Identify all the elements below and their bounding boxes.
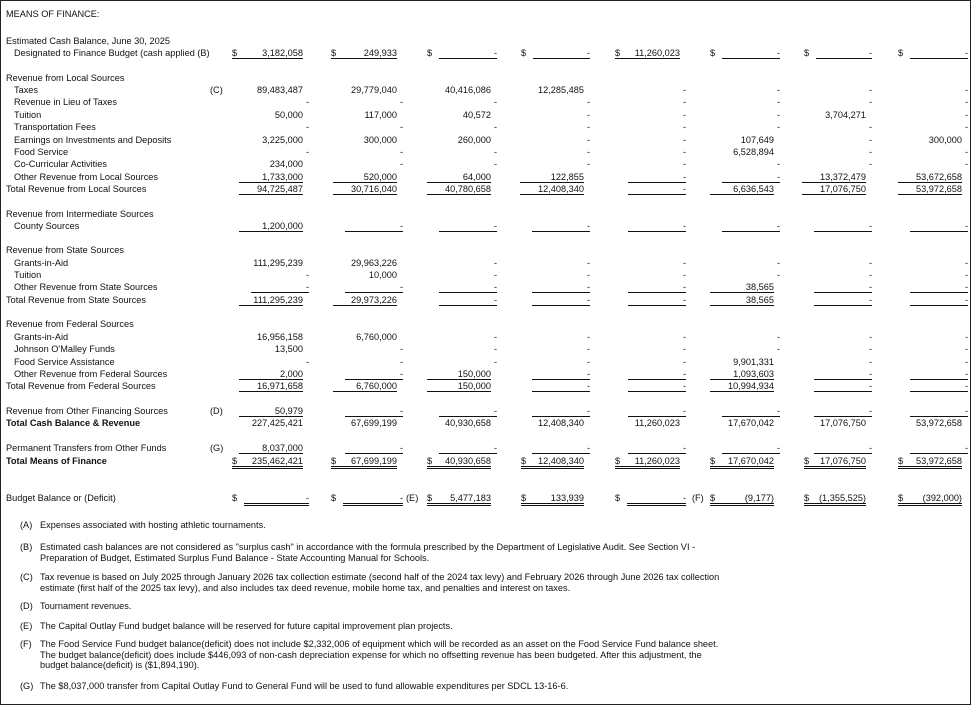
dollar-sign-budget-3: $ (427, 493, 433, 503)
cell-budget-3: 5,477,183 (427, 493, 491, 506)
dollar-sign-budget-2: $ (331, 493, 337, 503)
row-label-county: County Sources (14, 221, 80, 231)
dollar-sign-cash-1: $ (232, 48, 238, 58)
cell-other_local-7: 13,372,479 (802, 172, 866, 183)
cell-other_fin-1: 50,979 (239, 406, 303, 417)
cell-other_state-5: - (628, 282, 686, 293)
cell-total_local-3: 40,780,658 (427, 184, 491, 195)
row-label-transport: Transportation Fees (14, 122, 96, 132)
cell-total_state-6: 38,565 (710, 295, 774, 306)
cell-total_means-3: 40,930,658 (427, 456, 491, 469)
cell-county-5: - (628, 221, 686, 232)
cell-grants_state-6: - (776, 258, 780, 268)
cell-tuition-1: 50,000 (274, 110, 303, 120)
cell-other_local-5: - (628, 172, 686, 183)
cell-cash-4: - (533, 48, 590, 59)
cell-cash-8: - (910, 48, 968, 59)
cell-total_state-5: - (628, 295, 686, 306)
cell-tuition-2: 117,000 (364, 110, 397, 120)
row-label-cocurr: Co-Curricular Activities (14, 159, 107, 169)
cell-other_fin-6: - (722, 406, 780, 417)
cell-taxes-8: - (964, 85, 968, 95)
cell-grants_state-8: - (964, 258, 968, 268)
cell-taxes-6: - (776, 85, 780, 95)
cell-total_state-8: - (910, 295, 968, 306)
cell-cocurr-4: - (586, 159, 590, 169)
cell-perm-7: - (814, 443, 872, 454)
row-label-cash_title: Estimated Cash Balance, June 30, 2025 (6, 36, 170, 46)
row-label-perm: Permanent Transfers from Other Funds (6, 443, 167, 453)
cell-total_means-1: 235,462,421 (232, 456, 303, 469)
cell-grants_fed-5: - (682, 332, 686, 342)
row-label-grants_fed: Grants-in-Aid (14, 332, 69, 342)
cell-cocurr-1: 234,000 (269, 159, 303, 169)
cell-total_means-2: 67,699,199 (331, 456, 397, 469)
cell-jom-4: - (586, 344, 590, 354)
cell-grants_fed-7: - (868, 332, 872, 342)
cell-grants_state-7: - (868, 258, 872, 268)
cell-total_fed-8: - (910, 381, 968, 392)
row-label-tuition: Tuition (14, 110, 42, 120)
cell-food_assist-2: - (399, 357, 403, 367)
cell-food-4: - (586, 147, 590, 157)
footnote-text: Expenses associated with hosting athletic tournaments. (40, 520, 266, 530)
cell-other_fin-3: - (439, 406, 497, 417)
cell-other_fin-7: - (814, 406, 872, 417)
cell-total_local-2: 30,716,040 (333, 184, 397, 195)
cell-grants_fed-3: - (493, 332, 497, 342)
cell-other_fin-2: - (345, 406, 403, 417)
heading: MEANS OF FINANCE: (6, 9, 100, 19)
cell-total_fed-1: 16,971,658 (239, 381, 303, 392)
dollar-sign-cash-6: $ (710, 48, 716, 58)
footnote-key: (F) (20, 639, 32, 649)
cell-food-1: - (305, 147, 309, 157)
cell-earnings-7: - (868, 135, 872, 145)
cell-budget-2: - (343, 493, 403, 506)
cell-total_local-1: 94,725,487 (239, 184, 303, 195)
dollar-sign-cash-5: $ (615, 48, 621, 58)
row-label-food: Food Service (14, 147, 69, 157)
cell-tuition_state-6: - (776, 270, 780, 280)
cell-tuition_state-8: - (964, 270, 968, 280)
cell-food_assist-8: - (964, 357, 968, 367)
cell-perm-6: - (722, 443, 780, 454)
cell-jom-2: - (399, 344, 403, 354)
row-label-state_title: Revenue from State Sources (6, 245, 124, 255)
footnote-text: The Food Service Fund budget balance(deficit) does not include $2,332,006 of equipment which will be recorded as an asset on the Food Service Fund balance sheet. The budget balance(deficit) does include $446,093 of non-cash depreciation expense for which no offsetting revenue has been budgeted. After this adjustment, the budget balance(deficit) is ($1,894,190). (40, 639, 719, 670)
cell-grants_fed-2: 6,760,000 (356, 332, 397, 342)
cell-tuition_state-1: - (305, 270, 309, 280)
cell-transport-5: - (682, 122, 686, 132)
cell-food-2: - (399, 147, 403, 157)
cell-transport-4: - (586, 122, 590, 132)
footnote-text: The Capital Outlay Fund budget balance will be reserved for future capital improvement plan projects. (40, 621, 453, 631)
cell-transport-6: - (776, 122, 780, 132)
row-label-total_cash: Total Cash Balance & Revenue (6, 418, 141, 428)
cell-total_state-4: - (532, 295, 590, 306)
cell-county-4: - (532, 221, 590, 232)
cell-other_state-8: - (910, 282, 968, 293)
row-label-cash_sub: Designated to Finance Budget (cash applied (B) (14, 48, 210, 58)
cell-food-3: - (493, 147, 497, 157)
cell-jom-7: - (868, 344, 872, 354)
cell-tuition-7: 3,704,271 (825, 110, 866, 120)
cell-budget-7: (1,355,525) (804, 493, 866, 506)
cell-earnings-5: - (682, 135, 686, 145)
cell-tuition-6: - (776, 110, 780, 120)
row-label-other_fin: Revenue from Other Financing Sources (6, 406, 168, 416)
cell-total_state-3: - (439, 295, 497, 306)
cell-total_cash-6: 17,670,042 (728, 418, 774, 428)
footnote-key: (E) (20, 621, 33, 631)
row-label-budget: Budget Balance or (Deficit) (6, 493, 116, 503)
cell-total_local-7: 17,076,750 (802, 184, 866, 195)
cell-cocurr-8: - (964, 159, 968, 169)
cell-grants_state-3: - (493, 258, 497, 268)
note-ref-g: (G) (210, 443, 224, 453)
cell-budget-5: - (627, 493, 686, 506)
row-label-local_title: Revenue from Local Sources (6, 73, 125, 83)
cell-total_means-8: 53,972,658 (898, 456, 962, 469)
dollar-sign-cash-4: $ (521, 48, 527, 58)
cell-food-5: - (682, 147, 686, 157)
footnote-key: (G) (20, 681, 34, 691)
row-label-earnings: Earnings on Investments and Deposits (14, 135, 172, 145)
dollar-sign-total_means-4: $ (521, 456, 527, 466)
cell-total_means-5: 11,260,023 (615, 456, 680, 469)
cell-food_assist-3: - (493, 357, 497, 367)
cell-other_fin-5: - (628, 406, 686, 417)
row-label-jom: Johnson O'Malley Funds (14, 344, 115, 354)
cell-other_fed-6: 1,093,603 (710, 369, 774, 380)
dollar-sign-cash-7: $ (804, 48, 810, 58)
cell-other_state-3: - (439, 282, 497, 293)
cell-other_state-4: - (532, 282, 590, 293)
cell-cocurr-5: - (682, 159, 686, 169)
cell-total_state-1: 111,295,239 (239, 295, 303, 306)
note-ref-c: (C) (210, 85, 223, 95)
cell-taxes-4: 12,285,485 (538, 85, 584, 95)
dollar-sign-budget-6: $ (710, 493, 716, 503)
cell-tuition_state-3: - (493, 270, 497, 280)
row-label-total_state: Total Revenue from State Sources (6, 295, 146, 305)
cell-total_local-4: 12,408,340 (520, 184, 584, 195)
cell-cash-5: 11,260,023 (615, 48, 680, 59)
cell-county-8: - (910, 221, 968, 232)
footnote-text: The $8,037,000 transfer from Capital Outlay Fund to General Fund will be used to fund allowable expenditures per SDCL 13-16-6. (40, 681, 569, 691)
dollar-sign-budget-7: $ (804, 493, 810, 503)
cell-total_cash-5: 11,260,023 (634, 418, 680, 428)
cell-perm-8: - (910, 443, 968, 454)
cell-total_local-5: - (628, 184, 686, 195)
cell-cocurr-7: - (868, 159, 872, 169)
cell-tuition-8: - (964, 110, 968, 120)
cell-total_fed-4: - (532, 381, 590, 392)
cell-grants_state-2: 29,963,226 (351, 258, 397, 268)
cell-tuition_state-4: - (586, 270, 590, 280)
cell-lieu-7: - (868, 97, 872, 107)
cell-tuition_state-2: 10,000 (368, 270, 397, 280)
dollar-sign-budget-4: $ (521, 493, 527, 503)
cell-other_local-8: 53,672,658 (898, 172, 962, 183)
cell-other_local-1: 1,733,000 (239, 172, 303, 183)
cell-jom-6: - (776, 344, 780, 354)
row-label-total_fed: Total Revenue from Federal Sources (6, 381, 156, 391)
cell-other_fed-3: 150,000 (427, 369, 491, 380)
cell-taxes-5: - (682, 85, 686, 95)
cell-cocurr-2: - (399, 159, 403, 169)
budget-note-f: (F) (692, 493, 704, 503)
cell-perm-5: - (628, 443, 686, 454)
cell-lieu-3: - (493, 97, 497, 107)
cell-grants_fed-1: 16,956,158 (257, 332, 303, 342)
cell-jom-5: - (682, 344, 686, 354)
cell-grants_fed-4: - (586, 332, 590, 342)
dollar-sign-total_means-5: $ (615, 456, 621, 466)
cell-other_fed-8: - (910, 369, 968, 380)
cell-taxes-3: 40,416,086 (445, 85, 491, 95)
cell-food-8: - (964, 147, 968, 157)
cell-total_means-6: 17,670,042 (710, 456, 774, 469)
footnote-key: (D) (20, 601, 33, 611)
cell-county-2: - (345, 221, 403, 232)
cell-food-7: - (868, 147, 872, 157)
cell-transport-8: - (964, 122, 968, 132)
cell-grants_fed-8: - (964, 332, 968, 342)
row-label-lieu: Revenue in Lieu of Taxes (14, 97, 118, 107)
cell-budget-4: 133,939 (521, 493, 584, 506)
cell-jom-1: 13,500 (274, 344, 303, 354)
footnote-key: (B) (20, 542, 33, 552)
row-label-other_local: Other Revenue from Local Sources (14, 172, 159, 182)
cell-grants_state-5: - (682, 258, 686, 268)
cell-other_state-1: - (251, 282, 309, 293)
cell-budget-8: (392,000) (898, 493, 962, 506)
cell-total_state-7: - (814, 295, 872, 306)
row-label-fed_title: Revenue from Federal Sources (6, 319, 134, 329)
cell-county-1: 1,200,000 (239, 221, 303, 232)
cell-total_fed-6: 10,994,934 (710, 381, 774, 392)
cell-total_state-2: 29,973,226 (333, 295, 397, 306)
dollar-sign-total_means-1: $ (232, 456, 238, 466)
cell-jom-3: - (493, 344, 497, 354)
cell-food-6: 6,528,894 (733, 147, 774, 157)
cell-food_assist-5: - (682, 357, 686, 367)
cell-food_assist-1: - (305, 357, 309, 367)
footnote-key: (C) (20, 572, 33, 582)
cell-total_means-7: 17,076,750 (804, 456, 866, 469)
cell-lieu-4: - (586, 97, 590, 107)
cell-total_cash-1: 227,425,421 (251, 418, 303, 428)
cell-transport-7: - (868, 122, 872, 132)
cell-other_fed-1: 2,000 (239, 369, 303, 380)
dollar-sign-total_means-2: $ (331, 456, 337, 466)
cell-food_assist-7: - (868, 357, 872, 367)
cell-total_cash-8: 53,972,658 (916, 418, 962, 428)
cell-tuition-4: - (586, 110, 590, 120)
cell-total_fed-3: 150,000 (427, 381, 491, 392)
cell-grants_state-1: 111,295,239 (253, 258, 303, 268)
cell-budget-6: (9,177) (710, 493, 774, 506)
cell-cash-2: 249,933 (331, 48, 397, 59)
cell-other_local-4: 122,855 (520, 172, 584, 183)
cell-transport-2: - (399, 122, 403, 132)
dollar-sign-total_means-8: $ (898, 456, 904, 466)
cell-earnings-2: 300,000 (363, 135, 397, 145)
cell-cash-1: 3,182,058 (232, 48, 303, 59)
cell-lieu-6: - (776, 97, 780, 107)
cell-lieu-2: - (399, 97, 403, 107)
footnote-text: Tax revenue is based on July 2025 through January 2026 tax collection estimate (second half of the 2024 tax levy) and February 2026 through June 2026 tax collection estimate (first half of the 2025 tax levy), and also includes tax deed revenue, mobile home tax, and penalties and interest on taxes. (40, 572, 720, 593)
cell-perm-4: - (532, 443, 590, 454)
cell-county-6: - (722, 221, 780, 232)
cell-total_cash-7: 17,076,750 (820, 418, 866, 428)
cell-total_cash-3: 40,930,658 (445, 418, 491, 428)
cell-county-7: - (814, 221, 872, 232)
cell-perm-3: - (439, 443, 497, 454)
cell-budget-1: - (244, 493, 309, 506)
budget-note-e: (E) (406, 493, 419, 503)
cell-total_local-6: 6,636,543 (710, 184, 774, 195)
cell-total_cash-4: 12,408,340 (538, 418, 584, 428)
cell-earnings-8: 300,000 (928, 135, 962, 145)
cell-tuition-5: - (682, 110, 686, 120)
cell-other_state-2: - (345, 282, 403, 293)
cell-total_means-4: 12,408,340 (521, 456, 584, 469)
cell-total_fed-5: - (628, 381, 686, 392)
cell-cocurr-6: - (776, 159, 780, 169)
cell-earnings-6: 107,649 (740, 135, 774, 145)
cell-earnings-3: 260,000 (457, 135, 491, 145)
note-ref-d: (D) (210, 406, 223, 416)
dollar-sign-total_means-3: $ (427, 456, 433, 466)
cell-cash-3: - (439, 48, 497, 59)
cell-cash-7: - (816, 48, 872, 59)
row-label-tuition_state: Tuition (14, 270, 42, 280)
cell-lieu-5: - (682, 97, 686, 107)
dollar-sign-total_means-7: $ (804, 456, 810, 466)
cell-lieu-1: - (305, 97, 309, 107)
cell-county-3: - (439, 221, 497, 232)
cell-perm-2: - (345, 443, 403, 454)
cell-other_state-7: - (814, 282, 872, 293)
dollar-sign-budget-8: $ (898, 493, 904, 503)
cell-other_local-3: 64,000 (427, 172, 491, 183)
footnote-key: (A) (20, 520, 33, 530)
cell-other_fin-4: - (532, 406, 590, 417)
row-label-food_assist: Food Service Assistance (14, 357, 115, 367)
cell-taxes-7: - (868, 85, 872, 95)
row-label-total_means: Total Means of Finance (6, 456, 107, 466)
cell-tuition_state-7: - (868, 270, 872, 280)
cell-earnings-1: 3,225,000 (262, 135, 303, 145)
cell-taxes-1: 89,483,487 (257, 85, 303, 95)
cell-lieu-8: - (964, 97, 968, 107)
dollar-sign-budget-5: $ (615, 493, 621, 503)
cell-jom-8: - (964, 344, 968, 354)
cell-food_assist-4: - (586, 357, 590, 367)
dollar-sign-cash-3: $ (427, 48, 433, 58)
row-label-other_fed: Other Revenue from Federal Sources (14, 369, 168, 379)
dollar-sign-budget-1: $ (232, 493, 238, 503)
cell-grants_state-4: - (586, 258, 590, 268)
cell-other_fed-7: - (814, 369, 872, 380)
cell-other_fed-2: - (345, 369, 403, 380)
cell-earnings-4: - (586, 135, 590, 145)
dollar-sign-cash-2: $ (331, 48, 337, 58)
row-label-taxes: Taxes (14, 85, 38, 95)
cell-other_local-2: 520,000 (333, 172, 397, 183)
dollar-sign-cash-8: $ (898, 48, 904, 58)
row-label-inter_title: Revenue from Intermediate Sources (6, 209, 154, 219)
cell-total_fed-7: - (814, 381, 872, 392)
cell-perm-1: 8,037,000 (239, 443, 303, 454)
row-label-grants_state: Grants-in-Aid (14, 258, 69, 268)
cell-total_local-8: 53,972,658 (898, 184, 962, 195)
cell-other_state-6: 38,565 (710, 282, 774, 293)
cell-other_fin-8: - (910, 406, 968, 417)
footnote-text: Estimated cash balances are not considered as "surplus cash" in accordance with the formula prescribed by the Department of Legislative Audit. See Section VI - Preparation of Budget, Estimated Surplus Fund Balance - State Accounting Manual for Schools. (40, 542, 696, 563)
footnote-text: Tournament revenues. (40, 601, 132, 611)
cell-cocurr-3: - (493, 159, 497, 169)
cell-other_fed-5: - (628, 369, 686, 380)
row-label-other_state: Other Revenue from State Sources (14, 282, 158, 292)
cell-transport-1: - (305, 122, 309, 132)
cell-taxes-2: 29,779,040 (351, 85, 397, 95)
cell-tuition-3: 40,572 (462, 110, 491, 120)
cell-other_fed-4: - (532, 369, 590, 380)
cell-food_assist-6: 9,901,331 (733, 357, 774, 367)
cell-total_fed-2: 6,760,000 (333, 381, 397, 392)
cell-other_local-6: - (722, 172, 780, 183)
cell-grants_fed-6: - (776, 332, 780, 342)
cell-tuition_state-5: - (682, 270, 686, 280)
cell-total_cash-2: 67,699,199 (351, 418, 397, 428)
cell-cash-6: - (722, 48, 780, 59)
cell-transport-3: - (493, 122, 497, 132)
row-label-total_local: Total Revenue from Local Sources (6, 184, 147, 194)
dollar-sign-total_means-6: $ (710, 456, 716, 466)
